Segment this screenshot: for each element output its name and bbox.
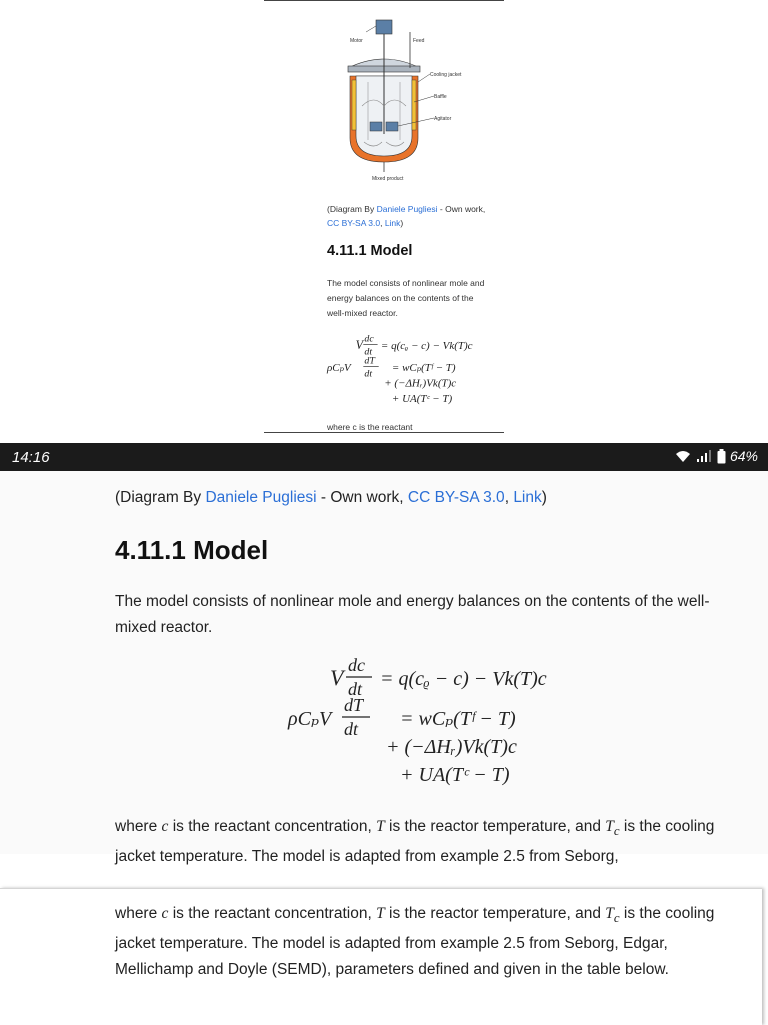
license-link[interactable]: CC BY-SA 3.0 <box>407 489 505 506</box>
bottom-divider <box>264 432 504 433</box>
text-run: is the cooling jacket temperature. The model is adapted from example 2.5 from Seborg, <box>115 818 715 866</box>
diagram-label-feed: Feed <box>413 38 425 44</box>
caption-text: ) <box>400 218 404 228</box>
thumbnail-paragraph: The model consists of nonlinear mole and energy balances on the contents of the well-mixed reactor. <box>327 278 485 318</box>
variables-paragraph <box>115 814 755 870</box>
caption-text: (Diagram By <box>115 489 206 506</box>
text-run: is the reactor temperature, and <box>384 905 606 922</box>
math-var <box>605 905 620 926</box>
caption-text: , <box>504 489 514 506</box>
eq-term: + (−ΔHᵣ)Vk(T)c <box>384 377 457 390</box>
thumbnail-caption <box>327 202 487 230</box>
eq-term: dt <box>348 679 363 699</box>
text-run: is the reactor temperature, and <box>384 818 606 835</box>
diagram-label-baffle: Baffle <box>434 94 447 100</box>
math-var: T <box>376 905 385 922</box>
caption-text: , <box>380 218 385 228</box>
diagram-caption <box>115 489 547 507</box>
status-bar <box>0 443 768 471</box>
diagram-label-agitator: Agitator <box>434 116 452 122</box>
variables-paragraph <box>115 901 725 983</box>
thumbnail-tail-text: where c is the reactant <box>327 422 413 432</box>
caption-text: - Own work, <box>316 489 408 506</box>
eq-term: V <box>355 338 363 352</box>
zoomed-content <box>0 471 768 866</box>
eq-term: dc <box>348 655 365 675</box>
model-paragraph: The model consists of nonlinear mole and energy balances on the contents of the well-mixed reactor. <box>115 593 710 636</box>
eq-term: ρCₚV <box>288 708 332 730</box>
caption-text: (Diagram By <box>327 204 377 214</box>
author-link[interactable]: Daniele Pugliesi <box>205 489 317 506</box>
page-thumbnail <box>264 0 504 433</box>
motor-icon <box>376 20 392 34</box>
eq-term: dT <box>344 695 364 715</box>
battery-icon <box>717 449 726 464</box>
eq-term: dT <box>364 355 375 367</box>
model-equations <box>280 651 600 791</box>
license-link[interactable]: CC BY-SA 3.0 <box>327 218 381 228</box>
diagram-label-mixed-product: Mixed product <box>372 176 404 182</box>
caption-text: - Own work, <box>437 204 486 214</box>
caption-text: ) <box>541 489 547 506</box>
text-run: is the reactant concentration, <box>168 818 377 835</box>
baffle-left-shape <box>352 80 356 130</box>
status-time: 14:16 <box>12 449 50 466</box>
thumbnail-section-heading: 4.11.1 Model <box>327 243 413 259</box>
source-link[interactable]: Link <box>384 218 401 228</box>
eq-term: dc <box>364 333 374 345</box>
zoomed-card <box>0 888 762 1025</box>
text-run: where <box>115 905 162 922</box>
eq-term: = q(cᵨ − c) − Vk(T)c <box>380 340 473 352</box>
agitator-icon <box>370 122 382 131</box>
math-var: c <box>161 905 169 922</box>
math-sub: c <box>613 910 620 926</box>
wifi-icon <box>675 450 691 463</box>
source-link[interactable]: Link <box>513 489 542 506</box>
eq-term: V <box>330 665 344 690</box>
eq-term: = q(cᵨ − c) − Vk(T)c <box>380 668 547 690</box>
signal-icon <box>695 450 713 463</box>
section-heading: 4.11.1 Model <box>115 535 269 565</box>
eq-term: dt <box>344 719 359 739</box>
eq-term: + UA(Tᶜ − T) <box>391 392 453 405</box>
eq-term: = wCₚ(Tᶠ − T) <box>400 708 516 730</box>
top-divider <box>264 0 504 1</box>
text-run: is the cooling jacket temperature. The model is adapted from example 2.5 from Seborg, Edgar, Mellichamp and Doyle (SEMD), parameters defined and given in the table below. <box>115 905 715 979</box>
diagram-label-motor: Motor <box>350 38 363 44</box>
math-var <box>605 818 620 839</box>
text-run: where <box>115 818 162 835</box>
math-var: T <box>605 818 614 835</box>
thumbnail-equations <box>327 330 503 412</box>
math-var: T <box>376 818 385 835</box>
eq-term: ρCₚV <box>327 362 351 374</box>
eq-term: dt <box>364 368 373 380</box>
math-sub: c <box>613 823 620 839</box>
math-var: c <box>161 818 169 835</box>
battery-level: 64% <box>729 448 758 464</box>
diagram-label-cooling-jacket: Cooling jacket <box>430 72 462 78</box>
eq-term: + UA(Tᶜ − T) <box>400 764 510 786</box>
eq-term: dt <box>364 346 373 358</box>
author-link[interactable]: Daniele Pugliesi <box>376 204 438 214</box>
eq-term: + (−ΔHᵣ)Vk(T)c <box>386 736 517 758</box>
text-run: is the reactant concentration, <box>168 905 377 922</box>
math-var: T <box>605 905 614 922</box>
eq-term: = wCₚ(Tᶠ − T) <box>391 362 456 374</box>
reactor-diagram <box>264 10 504 200</box>
